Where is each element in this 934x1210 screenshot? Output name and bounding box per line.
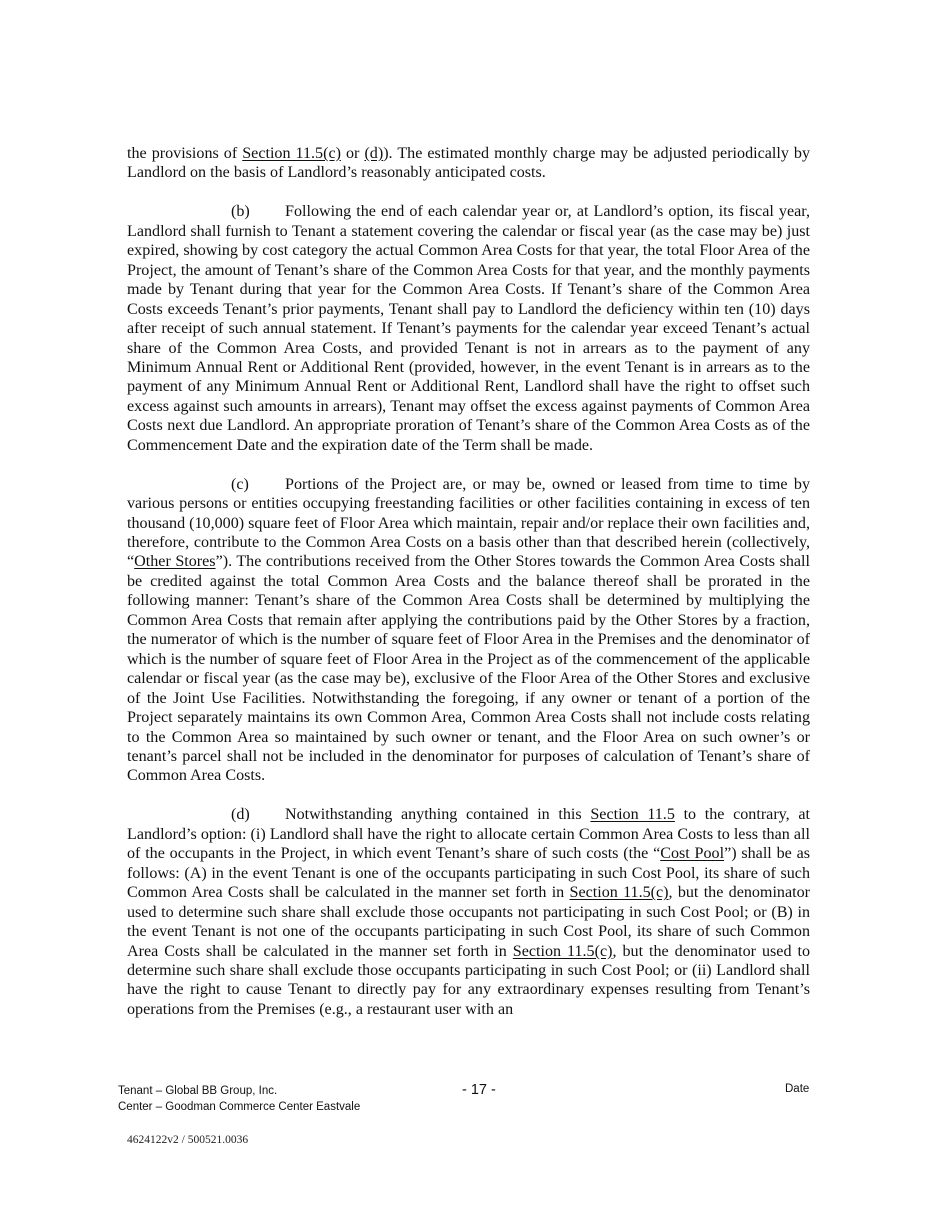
paragraph-label: (d) — [231, 806, 250, 824]
paragraph-text: Notwithstanding anything contained in this — [285, 806, 591, 824]
paragraph-cont — [127, 144, 810, 183]
paragraph-text: Following the end of each calendar year or, at Landlord’s option, its fiscal year, Landlord shall furnish to Tenant a statement covering the calendar or fiscal year (as the case may be) just expired, showing by cost category the actual Common Area Costs for that year, the total Floor Area of the Project, the amount of Tenant’s share of the Common Area Costs for that year, and the monthly payments made by Tenant during that year for the Common Area Costs. If Tenant’s share of the Common Area Costs exceeds Tenant’s prior payments, Tenant shall pay to Landlord the deficiency within ten (10) days after receipt of such annual statement. If Tenant’s payments for the calendar year exceed Tenant’s actual share of the Common Area Costs, and provided Tenant is not in arrears as to the payment of any Minimum Annual Rent or Additional Rent (provided, however, in the event Tenant is in arrears as to the payment of any Minimum Annual Rent or Additional Rent, Landlord shall have the right to offset such excess against such amounts in arrears), Tenant may offset the excess against payments of Common Area Costs next due Landlord. An appropriate proration of Tenant’s share of the Common Area Costs as of the Commencement Date and the expiration date of the Term shall be made. — [127, 203, 810, 454]
paragraph-d — [127, 805, 810, 1019]
section-reference: Section 11.5(c) — [512, 942, 613, 960]
section-reference: Section 11.5(c) — [242, 145, 341, 162]
section-reference: Section 11.5 — [590, 806, 675, 824]
footer-tenant: Tenant – Global BB Group, Inc. — [118, 1085, 278, 1097]
paragraph-text: Portions of the Project are, or may be, owned or leased from time to time by various persons or entities occupying freestanding facilities or other facilities containing in excess of ten thousand (10,000) square feet of Floor Area which maintain, repair and/or replace their own facilities and, therefore, contribute to the Common Area Costs on a basis other than that described herein (collectively, “ — [127, 475, 810, 571]
paragraph-b — [127, 202, 810, 455]
section-reference: (d) — [364, 145, 384, 162]
footer-left — [118, 1083, 360, 1115]
paragraph-c — [127, 475, 810, 786]
document-id: 4624122v2 / 500521.0036 — [127, 1134, 249, 1146]
section-reference: Cost Pool — [660, 845, 725, 863]
paragraph-label: (c) — [231, 475, 249, 493]
paragraph-text: ”) shall be as follows: (A) in the event Tenant is one of the occupants participating in such Cost Pool, its share of such Common Area Costs shall be calculated in the manner set forth in — [127, 845, 810, 902]
document-body — [127, 144, 810, 1039]
paragraph-text: ). The estimated monthly charge may be adjusted periodically by Landlord on the basis of Landlord’s reasonably anticipated costs. — [127, 145, 810, 182]
paragraph-text: the provisions of — [127, 145, 243, 162]
paragraph-text: , but the denominator used to determine such share shall exclude those occupants not participating in such Cost Pool; or (B) in the event Tenant is not one of the occupants participating in such Cost Pool, its share of such Common Area Costs shall be calculated in the manner set forth in — [127, 884, 810, 960]
paragraph-text: , but the denominator used to determine such share shall exclude those occupants participating in such Cost Pool; or (ii) Landlord shall have the right to cause Tenant to directly pay for any extraordinary expenses resulting from Tenant’s operations from the Premises (e.g., a restaurant user with an — [127, 942, 810, 1018]
paragraph-text: ”). The contributions received from the Other Stores towards the Common Area Costs shall be credited against the total Common Area Costs and the balance thereof shall be prorated in the following manner: Tenant’s share of the Common Area Costs shall be determined by multiplying the Common Area Costs that remain after applying the contributions paid by the Other Stores by a fraction, the numerator of which is the number of square feet of Floor Area in the Premises and the denominator of which is the number of square feet of Floor Area in the Project as of the commencement of the applicable calendar or fiscal year (as the case may be), exclusive of the Floor Area of the Other Stores and exclusive of the Joint Use Facilities. Notwithstanding the foregoing, if any owner or tenant of a portion of the Project separately maintains its own Common Area, Common Area Costs shall not include costs relating to the Common Area so maintained by such owner or tenant, and the Floor Area on such owner’s or tenant’s parcel shall not be included in the denominator for purposes of calculation of Tenant’s share of Common Area Costs. — [127, 553, 810, 785]
paragraph-label: (b) — [231, 203, 250, 221]
footer-date-label: Date — [785, 1083, 810, 1095]
footer-center-name: Center – Goodman Commerce Center Eastvale — [118, 1101, 361, 1113]
section-reference: Other Stores — [134, 553, 216, 571]
paragraph-text: to the contrary, at Landlord’s option: (i) Landlord shall have the right to allocate certain Common Area Costs to less than all of the occupants in the Project, in which event Tenant’s share of such costs (the “ — [127, 806, 811, 863]
paragraph-text: or — [340, 145, 365, 162]
page-number: - 17 - — [462, 1082, 496, 1098]
section-reference: Section 11.5(c) — [569, 884, 669, 902]
